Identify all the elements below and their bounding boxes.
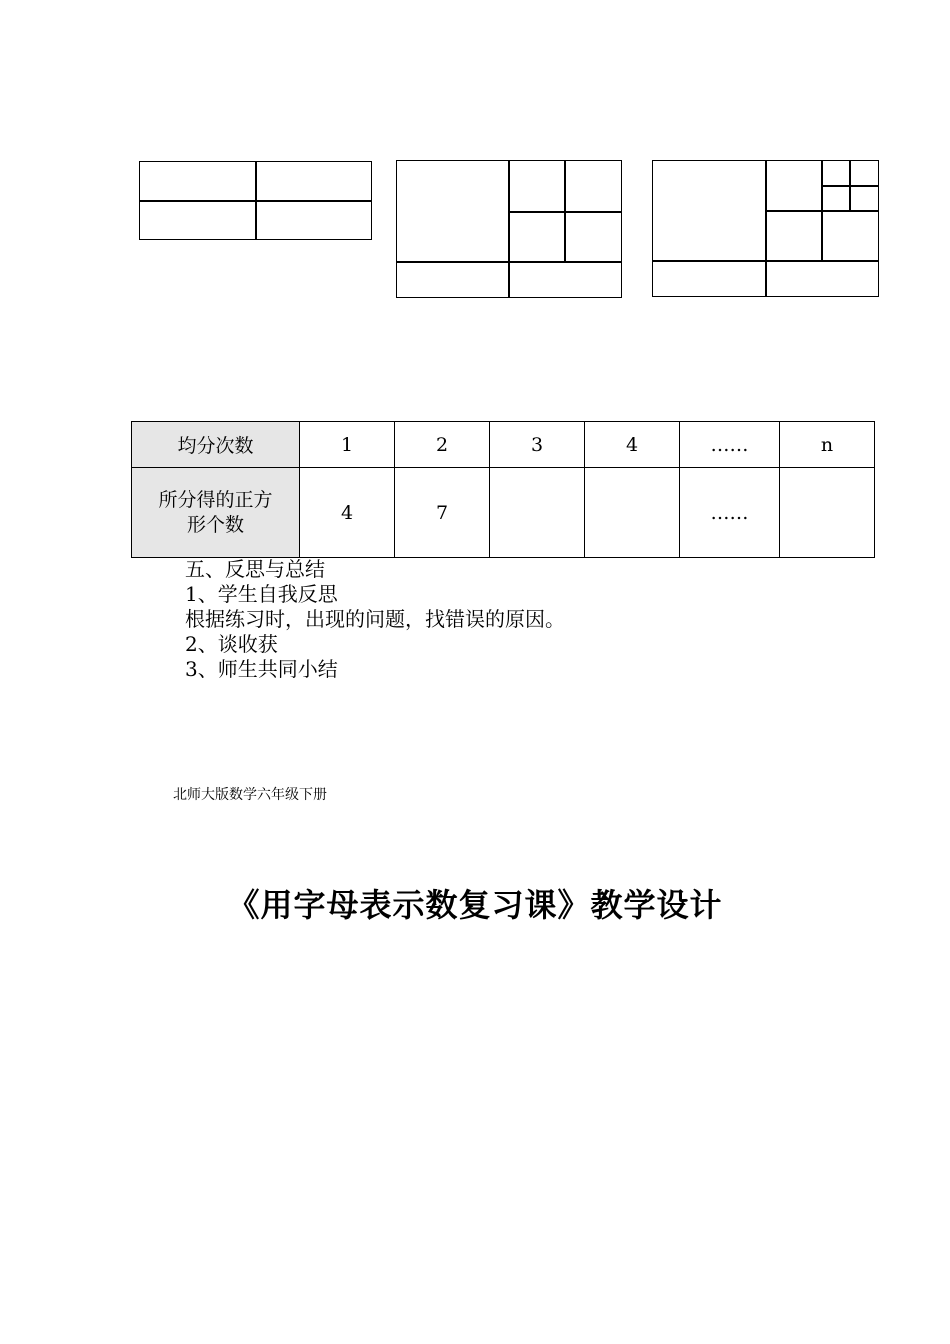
table-cell: 1 — [300, 422, 395, 468]
row-header-squares-line-1: 所分得的正方 — [158, 488, 273, 511]
square-division-figure-3 — [652, 160, 879, 297]
table-cell — [490, 468, 585, 558]
row-header-squares — [132, 468, 300, 558]
page-title: 《用字母表示数复习课》教学设计 — [227, 886, 723, 924]
textbook-note: 北师大版数学六年级下册 — [173, 787, 327, 803]
section-heading: 五、反思与总结 — [185, 557, 325, 581]
section-item-2: 2、谈收获 — [185, 632, 278, 656]
table-cell: 4 — [300, 468, 395, 558]
row-header-divisions: 均分次数 — [132, 422, 300, 468]
table-cell: 2 — [395, 422, 490, 468]
square-division-figure-1 — [139, 161, 372, 240]
table-cell: …… — [680, 468, 780, 558]
table-cell: 3 — [490, 422, 585, 468]
table-cell — [780, 468, 875, 558]
row-header-squares-line-2: 形个数 — [186, 513, 244, 536]
row-header-squares-label — [158, 488, 272, 538]
table-cell: …… — [680, 422, 780, 468]
table-cell — [585, 468, 680, 558]
table-cell: 4 — [585, 422, 680, 468]
table-cell: n — [780, 422, 875, 468]
division-count-table — [131, 421, 875, 558]
table-row-squares — [132, 468, 875, 558]
section-item-1: 1、学生自我反思 — [185, 582, 338, 606]
table-row-divisions — [132, 422, 875, 468]
square-division-figure-2 — [396, 160, 622, 298]
table-cell: 7 — [395, 468, 490, 558]
section-item-3: 3、师生共同小结 — [185, 657, 338, 681]
section-item-1-detail: 根据练习时，出现的问题，找错误的原因。 — [185, 607, 565, 631]
